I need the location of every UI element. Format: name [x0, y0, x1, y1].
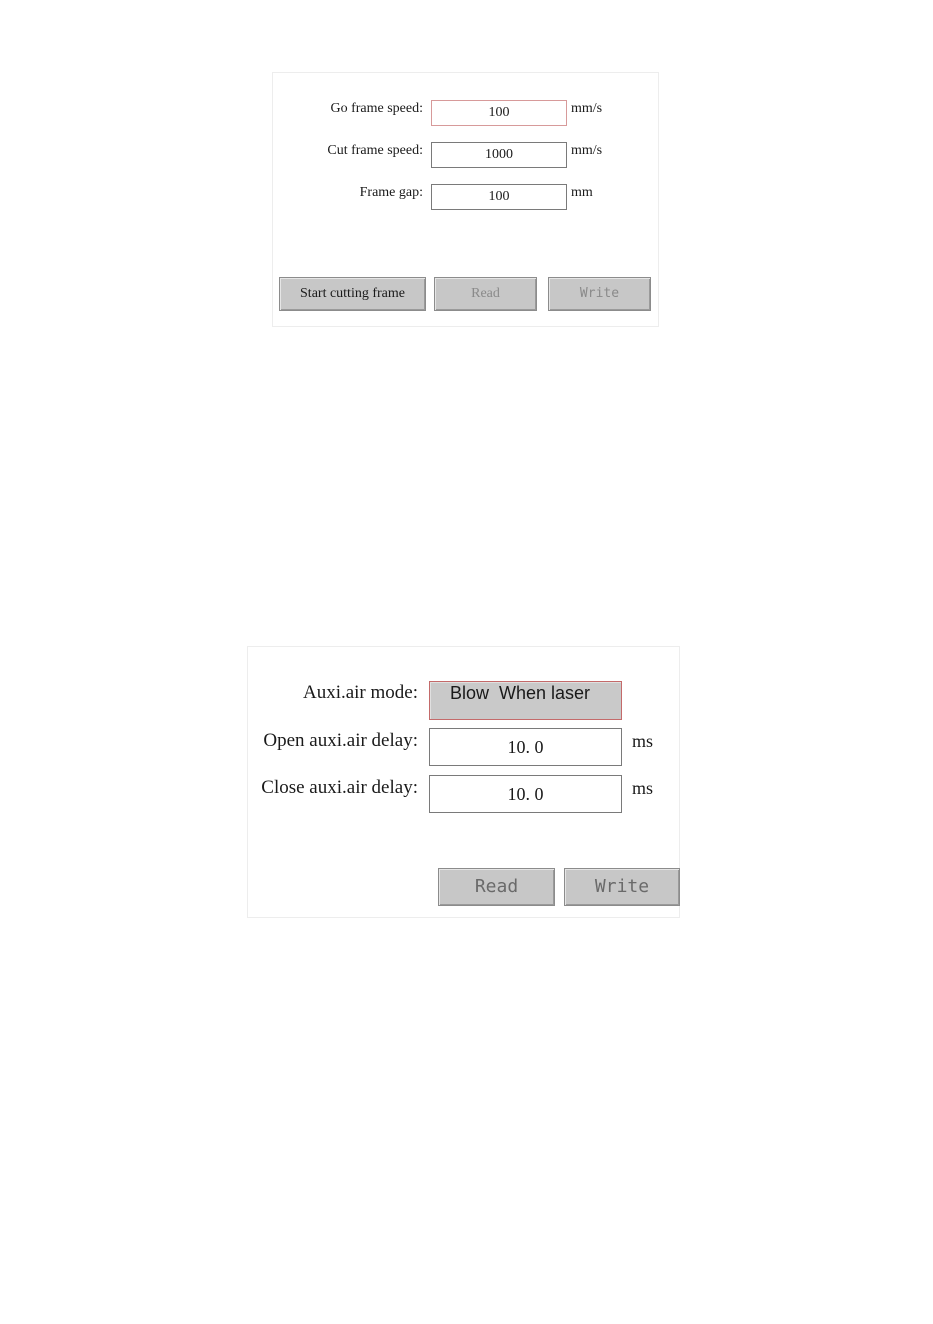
frame-gap-label: Frame gap:: [359, 185, 423, 200]
close-auxi-air-delay-label: Close auxi.air delay:: [261, 777, 418, 798]
cut-frame-speed-label: Cut frame speed:: [327, 143, 423, 158]
close-auxi-air-delay-unit: ms: [632, 778, 654, 798]
write-button[interactable]: Write: [548, 277, 651, 311]
close-auxi-air-delay-input[interactable]: 10. 0: [429, 775, 622, 813]
auxi-air-mode-select[interactable]: Blow When laser: [429, 681, 622, 720]
open-auxi-air-delay-input[interactable]: 10. 0: [429, 728, 622, 766]
air-read-button[interactable]: Read: [438, 868, 555, 906]
open-auxi-air-delay-label: Open auxi.air delay:: [263, 730, 418, 751]
frame-settings-panel: [272, 72, 659, 327]
open-auxi-air-delay-unit: ms: [632, 731, 654, 751]
cut-frame-speed-unit: mm/s: [571, 143, 603, 158]
frame-gap-input[interactable]: 100: [431, 184, 567, 210]
frame-gap-unit: mm: [571, 185, 593, 200]
go-frame-speed-unit: mm/s: [571, 101, 603, 116]
start-cutting-frame-button[interactable]: Start cutting frame: [279, 277, 426, 311]
read-button[interactable]: Read: [434, 277, 537, 311]
air-write-button[interactable]: Write: [564, 868, 680, 906]
go-frame-speed-input[interactable]: 100: [431, 100, 567, 126]
auxi-air-settings-panel: [247, 646, 680, 918]
go-frame-speed-label: Go frame speed:: [330, 101, 423, 116]
auxi-air-mode-label: Auxi.air mode:: [302, 682, 418, 703]
cut-frame-speed-input[interactable]: 1000: [431, 142, 567, 168]
